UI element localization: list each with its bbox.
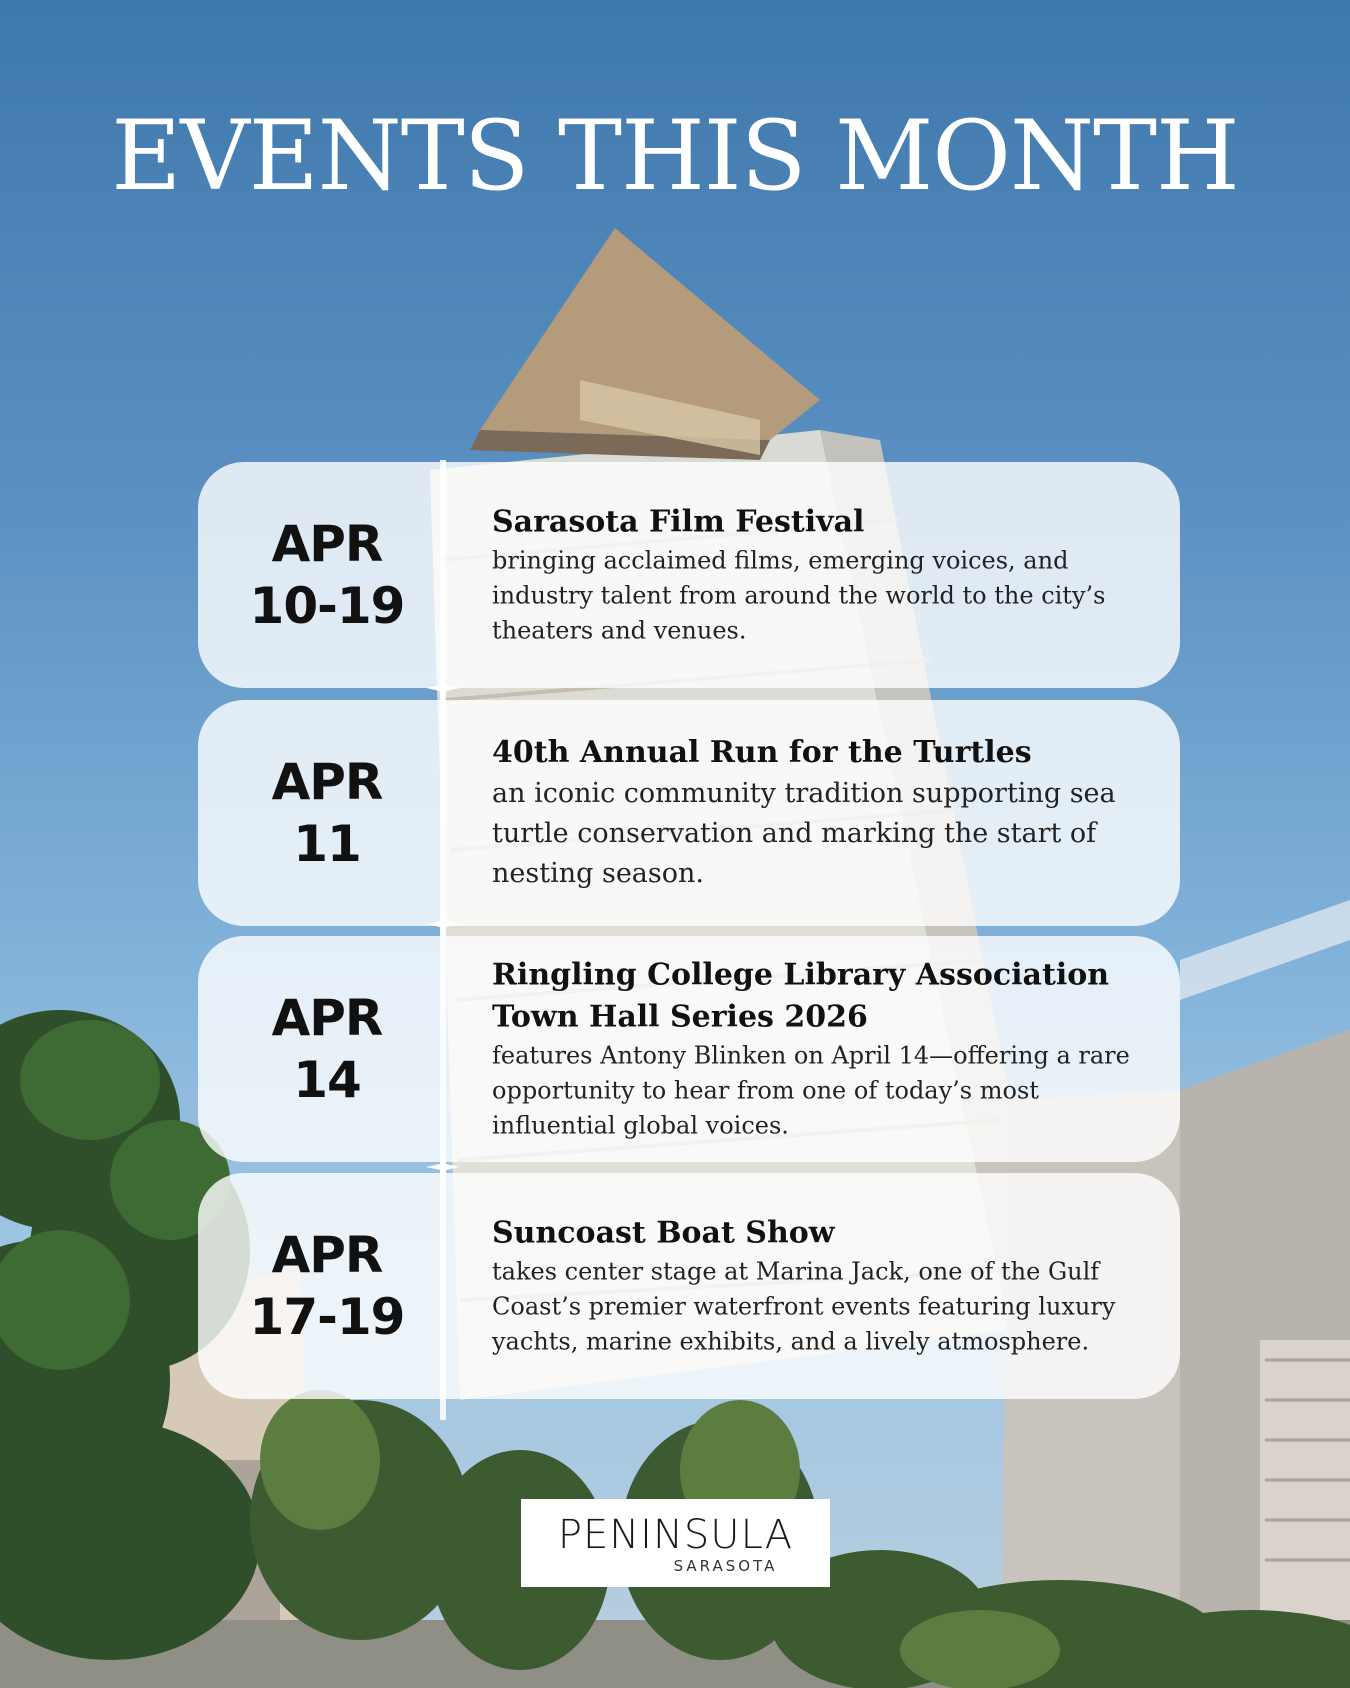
event-details (492, 502, 1140, 649)
event-date-days: 10-19 (249, 577, 405, 635)
event-card (198, 1173, 1180, 1399)
event-date-month: APR (271, 753, 383, 811)
event-details (492, 955, 1140, 1144)
event-name: 40th Annual Run for the Turtles (492, 735, 1032, 770)
event-card (198, 700, 1180, 926)
logo-name: PENINSULA (557, 1512, 794, 1558)
event-description: takes center stage at Marina Jack, one of the Gulf Coast’s premier waterfront events featuring luxury yachts, marine exhibits, and a lively atmosphere. (492, 1257, 1116, 1356)
event-description: features Antony Blinken on April 14—offering a rare opportunity to hear from one of today’s most influential global voices. (492, 1041, 1130, 1140)
event-name: Suncoast Boat Show (492, 1215, 835, 1251)
event-date (198, 751, 456, 875)
event-date-days: 17-19 (249, 1288, 405, 1346)
logo-city: SARASOTA (673, 1557, 778, 1575)
event-date-month: APR (271, 515, 383, 573)
event-date-month: APR (271, 1226, 383, 1284)
event-card (198, 462, 1180, 688)
event-description: bringing acclaimed films, emerging voices, and industry talent from around the world to the city’s theaters and venues. (492, 546, 1106, 645)
event-date-month: APR (271, 989, 383, 1047)
event-date (198, 513, 456, 637)
page-title: EVENTS THIS MONTH (111, 100, 1239, 212)
event-description: an iconic community tradition supporting sea turtle conservation and marking the start of nesting season. (492, 778, 1116, 889)
event-card (198, 936, 1180, 1162)
event-date-days: 11 (293, 815, 361, 873)
event-details (492, 732, 1140, 894)
event-date (198, 987, 456, 1111)
event-details (492, 1213, 1140, 1360)
brand-logo (521, 1499, 830, 1587)
event-name: Sarasota Film Festival (492, 504, 865, 540)
event-date-days: 14 (293, 1051, 361, 1109)
event-name: Ringling College Library Association Town Hall Series 2026 (492, 957, 1110, 1035)
event-date (198, 1224, 456, 1348)
